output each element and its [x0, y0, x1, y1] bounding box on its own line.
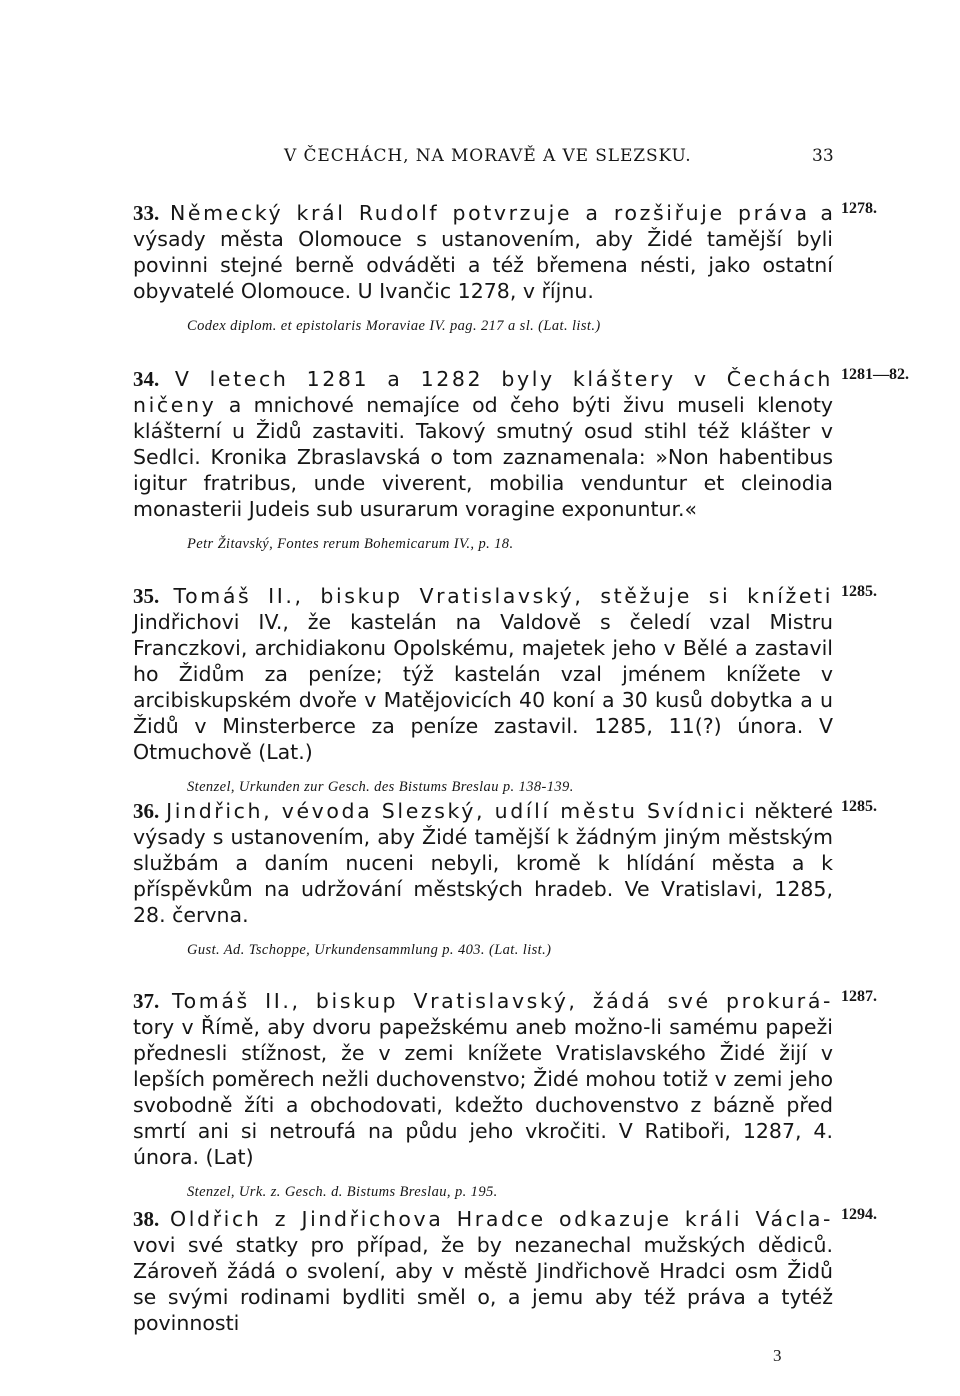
entry-lead: Tomáš II., biskup Vratislavský, stěžuje si knížeti: [173, 584, 833, 608]
entry-lead: V letech 1281 a 1282 byly kláštery v Čechách ničeny: [133, 367, 833, 417]
entry-body-text: Jindřichovi IV., že kastelán na Valdově s čeledí vzal Mistru Franczkovi, archidiakonu Opolskému, majetek jeho v Bělé a zastavil ho Židům za peníze; týž kastelán vzal jménem knížete v arcibiskupském dvoře v Matějovicích 40 koní a 30 kusů dobytka a u Židů v Minsterberce za peníze zastavil. 1285, 11(?) února. V Otmuchově (Lat.): [133, 610, 833, 764]
entry-body-text: tory v Římě, aby dvoru papežskému aneb možno-li samému papeži přednesli stížnost, že v zemi knížete Vratislavského Židé žijí v lepších poměrech nežli duchovenstvo; Židé mohou totiž v zemi jeho svobodně žíti a obchodovati, kdežto duchovenstvo z bázně před smrtí ani si netroufá na půdu jeho vkročiti. V Ratiboři, 1287, 4. února. (Lat): [133, 1015, 833, 1169]
page-number: 33: [812, 146, 834, 166]
signature-mark: 3: [773, 1346, 782, 1365]
entry-number: 33.: [133, 201, 160, 225]
entry-source: Stenzel, Urkunden zur Gesch. des Bistums Breslau p. 138-139.: [187, 779, 574, 795]
entry-36: [133, 798, 877, 959]
entry-number: 37.: [133, 989, 160, 1013]
entry-body-text: některé výsady s ustanovením, aby Židé tamější k žádným jiným městským službám a daním nuceni nebyli, kromě k hlídání města a k příspěvkům na udržování městských hradeb. Ve Vratislavi, 1285, 28. června.: [133, 799, 833, 927]
header-title: V ČECHÁCH, NA MORAVĚ A VE SLEZSKU.: [284, 146, 692, 166]
entry-number: 38.: [133, 1207, 160, 1231]
entry-source: Gust. Ad. Tschoppe, Urkundensammlung p. 403. (Lat. list.): [187, 942, 552, 958]
entry-year: 1287.: [841, 988, 877, 1005]
entry-year: 1281—82.: [841, 366, 909, 383]
entry-year: 1285.: [841, 798, 877, 815]
entry-lead: Jindřich, vévoda Slezský, udílí městu Svídnici: [166, 799, 748, 823]
entry-lead: Oldřich z Jindřichova Hradce odkazuje králi Václa-: [170, 1207, 833, 1231]
entry-lead: Tomáš II., biskup Vratislavský, žádá své prokurá-: [171, 989, 833, 1013]
entry-text: [133, 366, 833, 522]
entry-body-text: a výsady města Olomouce s ustanovením, aby Židé tamější byli povinni stejné berně odváděti a též břemena nésti, jako ostatní obyvatelé Olomouce. U Ivančic 1278, v říjnu.: [133, 201, 833, 303]
entry-33: [133, 200, 877, 335]
entry-lead: Německý král Rudolf potvrzuje a rozšiřuje práva: [169, 201, 810, 225]
entry-body-text: a mnichové nemajíce od čeho býti živu museli klenoty klášterní u Židů zastaviti. Takový smutný osud stihl též klášter v Sedlci. Kronika Zbraslavská o tom zaznamenala: »Non habentibus igitur fratribus, unde viverent, mobilia venduntur et cleinodia monasterii Judeis sub usurarum voragine exponuntur.«: [133, 393, 833, 521]
entry-text: [133, 798, 833, 928]
entry-37: [133, 988, 877, 1201]
entry-number: 34.: [133, 367, 160, 391]
entry-source: Codex diplom. et epistolaris Moraviae IV. pag. 217 a sl. (Lat. list.): [187, 318, 601, 334]
running-header: [0, 146, 960, 172]
entry-34: [133, 366, 909, 553]
entry-number: 35.: [133, 584, 160, 608]
entry-year: 1285.: [841, 583, 877, 600]
entry-35: [133, 583, 877, 796]
entry-38: [133, 1206, 877, 1336]
entry-text: [133, 583, 833, 765]
entry-text: [133, 1206, 833, 1336]
entry-text: [133, 200, 833, 304]
entry-text: [133, 988, 833, 1170]
entry-number: 36.: [133, 799, 160, 823]
entry-year: 1294.: [841, 1206, 877, 1223]
entry-year: 1278.: [841, 200, 877, 217]
entry-body-text: vovi své statky pro případ, že by nezanechal mužských dědiců. Zároveň žádá o svolení, aby v městě Jindřichově Hradci osm Židů se svými rodinami bydliti směl o, a jemu aby též práva a tytéž povinnosti: [133, 1233, 833, 1335]
entry-source: Petr Žitavský, Fontes rerum Bohemicarum IV., p. 18.: [187, 536, 514, 552]
entry-source: Stenzel, Urk. z. Gesch. d. Bistums Breslau, p. 195.: [187, 1184, 498, 1200]
